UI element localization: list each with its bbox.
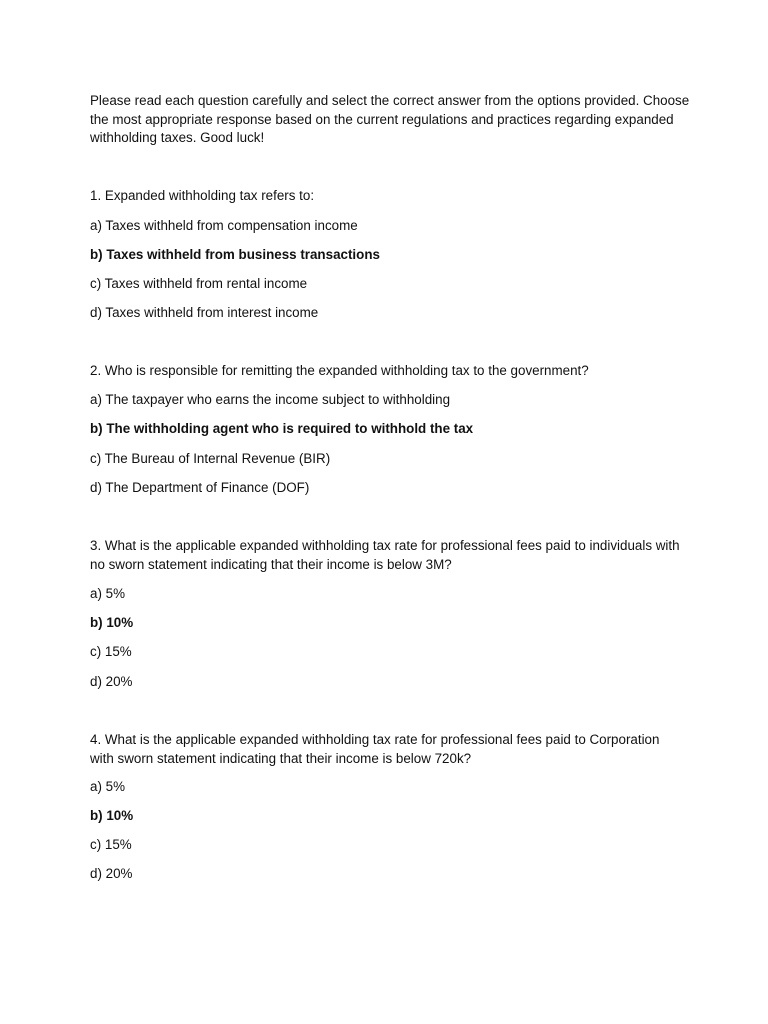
question-3-option-b-answer: b) 10%: [90, 615, 134, 630]
question-4-option-d: d) 20%: [90, 866, 133, 881]
question-2-option-c: c) The Bureau of Internal Revenue (BIR): [90, 451, 331, 466]
question-1-text: 1. Expanded withholding tax refers to:: [90, 188, 315, 203]
instructions-paragraph: Please read each question carefully and select the correct answer from the options provided. Choose the most appropriate response based on the current regulations and practices regarding expanded withholding taxes. Good luck!: [90, 93, 690, 146]
question-4-option-a: a) 5%: [90, 779, 125, 794]
question-1-option-b-answer: b) Taxes withheld from business transactions: [90, 247, 380, 262]
question-4-option-b-answer: b) 10%: [90, 808, 134, 823]
question-4-option-c: c) 15%: [90, 837, 132, 852]
question-4-text: 4. What is the applicable expanded withholding tax rate for professional fees paid to Corporation with sworn statement indicating that their income is below 720k?: [90, 732, 660, 766]
question-2-option-b-answer: b) The withholding agent who is required to withhold the tax: [90, 421, 474, 436]
question-2-text: 2. Who is responsible for remitting the expanded withholding tax to the government?: [90, 363, 589, 378]
question-3-text: 3. What is the applicable expanded withholding tax rate for professional fees paid to individuals with no sworn statement indicating that their income is below 3M?: [90, 538, 680, 572]
question-1-option-d: d) Taxes withheld from interest income: [90, 305, 319, 320]
question-1-option-a: a) Taxes withheld from compensation income: [90, 218, 358, 233]
question-1-option-c: c) Taxes withheld from rental income: [90, 276, 308, 291]
question-2-option-a: a) The taxpayer who earns the income subject to withholding: [90, 392, 451, 407]
question-3-option-c: c) 15%: [90, 644, 132, 659]
question-2-option-d: d) The Department of Finance (DOF): [90, 480, 310, 495]
question-3-option-a: a) 5%: [90, 586, 125, 601]
question-3-option-d: d) 20%: [90, 674, 133, 689]
